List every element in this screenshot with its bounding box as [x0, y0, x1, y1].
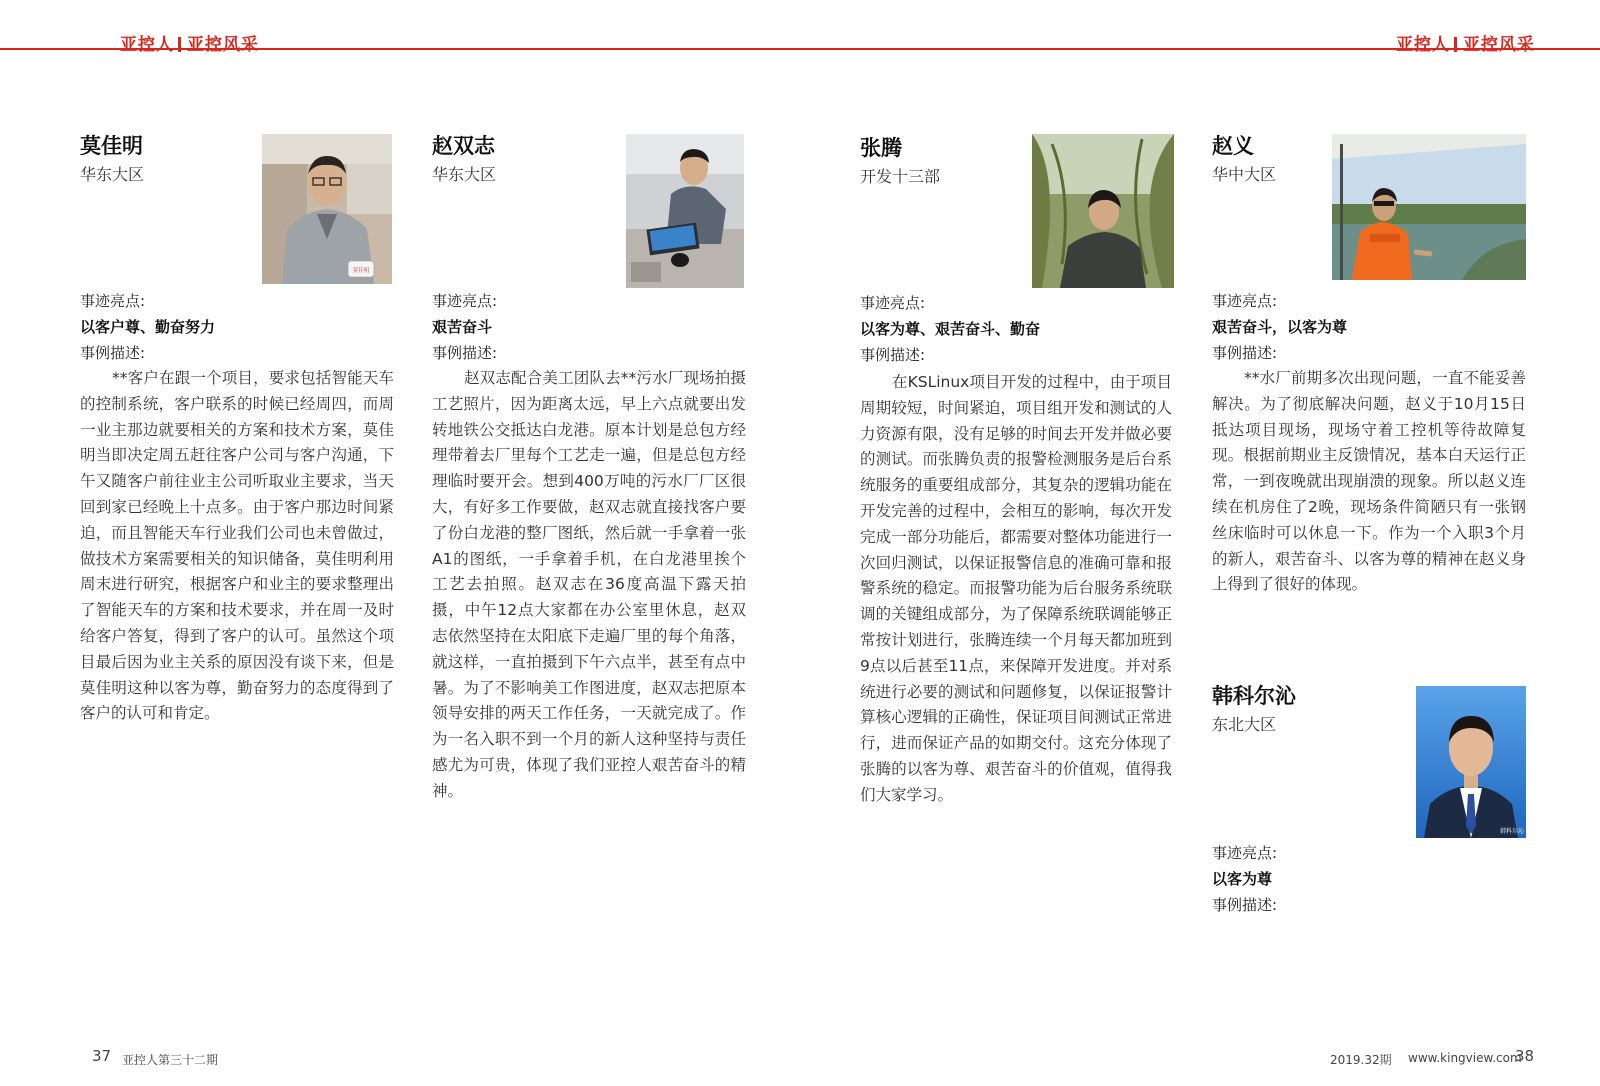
header-divider	[178, 37, 181, 52]
header-column: 亚控风采	[187, 35, 259, 55]
footer-website: www.kingview.com	[1408, 1051, 1522, 1065]
header-section: 亚控人	[120, 35, 174, 55]
person-department: 东北大区	[1212, 715, 1277, 734]
person-name: 赵义	[1212, 133, 1254, 158]
description-text: **客户在跟一个项目，要求包括智能天车的控制系统，客户联系的时候已经周四，而周一业主那边就要相关的方案和技术方案，莫佳明当即决定周五赶往客户公司与客户沟通，下午又随客户前往业主公司听取业主要求，当天回到家已经晚上十点多。由于客户那边时间紧迫，而且智能天车行业我们公司也未曾做过，做技术方案需要相关的知识储备，莫佳明利用周末进行研究，根据客户和业主的要求整理出了智能天车的方案和技术要求，并在周一及时给客户答复，得到了客户的认可。虽然这个项目最后因为业主关系的原因没有谈下来，但是莫佳明这种以客为尊，勤奋努力的态度得到了客户的认可和肯定。	[80, 369, 394, 723]
highlight-label: 事迹亮点:	[1212, 844, 1278, 862]
portrait-illustration	[1332, 134, 1526, 280]
portrait-illustration	[1416, 686, 1526, 838]
highlight-text: 艰苦奋斗，以客为尊	[1212, 318, 1348, 336]
header-right	[1396, 30, 1535, 55]
photo-badge: 莫佳明	[352, 268, 370, 274]
header-divider	[1454, 37, 1457, 52]
person-department: 华东大区	[80, 165, 145, 184]
footer-title: 亚控人第三十二期	[122, 1053, 219, 1067]
person-department: 华东大区	[432, 165, 497, 184]
description-label: 事例描述:	[860, 346, 926, 364]
photo-badge: 韩科尔沁	[1499, 828, 1525, 835]
person-name: 赵双志	[432, 133, 495, 158]
highlight-label: 事迹亮点:	[1212, 292, 1278, 310]
description-text: 赵双志配合美工团队去**污水厂现场拍摄工艺照片，因为距离太远，早上六点就要出发转地铁公交抵达白龙港。原本计划是总包方经理带着去厂里每个工艺走一遍，但是总包方经理临时要开会。想到400万吨的污水厂厂区很大，有好多工作要做，赵双志就直接找客户要了份白龙港的整厂图纸，然后就一手拿着一张A1的图纸，一手拿着手机，在白龙港里挨个工艺去拍照。赵双志在36度高温下露天拍摄，中午12点大家都在办公室里休息，赵双志依然坚持在太阳底下走遍厂里的每个角落，就这样，一直拍摄到下午六点半，甚至有点中暑。为了不影响美工作图进度，赵双志把原本领导安排的两天工作任务，一天就完成了。作为一名入职不到一个月的新人这种坚持与责任感尤为可贵，体现了我们亚控人艰苦奋斗的精神。	[432, 369, 746, 800]
highlight-label: 事迹亮点:	[80, 292, 146, 310]
highlight-label: 事迹亮点:	[860, 294, 926, 312]
person-photo	[1032, 134, 1174, 288]
person-name: 莫佳明	[80, 133, 143, 158]
person-name: 张腾	[860, 135, 902, 160]
description-text: 在KSLinux项目开发的过程中，由于项目周期较短，时间紧迫，项目组开发和测试的人力资源有限，没有足够的时间去开发并做必要的测试。而张腾负责的报警检测服务是后台系统服务的重要组成部分，其复杂的逻辑功能在开发完善的过程中，会相互的影响，每次开发完成一部分功能后，都需要对整体功能进行一次回归测试，以保证报警信息的准确可靠和报警系统的稳定。而报警功能为后台服务系统联调的关键组成部分，为了保障系统联调能够正常按计划进行，张腾连续一个月每天都加班到9点以后甚至11点，来保障开发进度。并对系统进行必要的测试和问题修复，以保证报警计算核心逻辑的正确性，保证项目间测试正常进行，进而保证产品的如期交付。这充分体现了张腾的以客为尊、艰苦奋斗的价值观，值得我们大家学习。	[860, 373, 1172, 804]
portrait-illustration	[626, 134, 744, 288]
highlight-text: 艰苦奋斗	[432, 318, 493, 336]
description-label: 事例描述:	[1212, 896, 1278, 914]
person-name: 韩科尔沁	[1212, 683, 1296, 708]
header-column: 亚控风采	[1463, 35, 1535, 55]
highlight-text: 以客户尊、勤奋努力	[80, 318, 216, 336]
highlight-text: 以客为尊、艰苦奋斗、勤奋	[860, 320, 1041, 338]
person-department: 华中大区	[1212, 165, 1277, 184]
person-photo	[626, 134, 744, 288]
header-section: 亚控人	[1396, 35, 1450, 55]
person-department: 开发十三部	[860, 167, 941, 186]
portrait-illustration	[1032, 134, 1174, 288]
description-label: 事例描述:	[1212, 344, 1278, 362]
description-label: 事例描述:	[80, 344, 146, 362]
description-label: 事例描述:	[432, 344, 498, 362]
footer-issue: 2019.32期	[1330, 1053, 1392, 1067]
page-number-right: 38	[1515, 1047, 1535, 1065]
page-number-left: 37	[92, 1047, 112, 1065]
description-text: **水厂前期多次出现问题，一直不能妥善解决。为了彻底解决问题，赵义于10月15日抵达项目现场，现场守着工控机等待故障复现。根据前期业主反馈情况，基本白天运行正常，一到夜晚就出现崩溃的现象。所以赵义连续在机房住了2晚，现场条件简陋只有一张钢丝床临时可以休息一下。作为一个入职3个月的新人，艰苦奋斗、以客为尊的精神在赵义身上得到了很好的体现。	[1212, 369, 1526, 594]
person-photo	[1332, 134, 1526, 280]
header-left	[120, 30, 259, 55]
person-photo	[1416, 686, 1526, 838]
highlight-label: 事迹亮点:	[432, 292, 498, 310]
person-photo	[262, 134, 392, 284]
portrait-illustration	[262, 134, 392, 284]
highlight-text: 以客为尊	[1212, 870, 1273, 888]
